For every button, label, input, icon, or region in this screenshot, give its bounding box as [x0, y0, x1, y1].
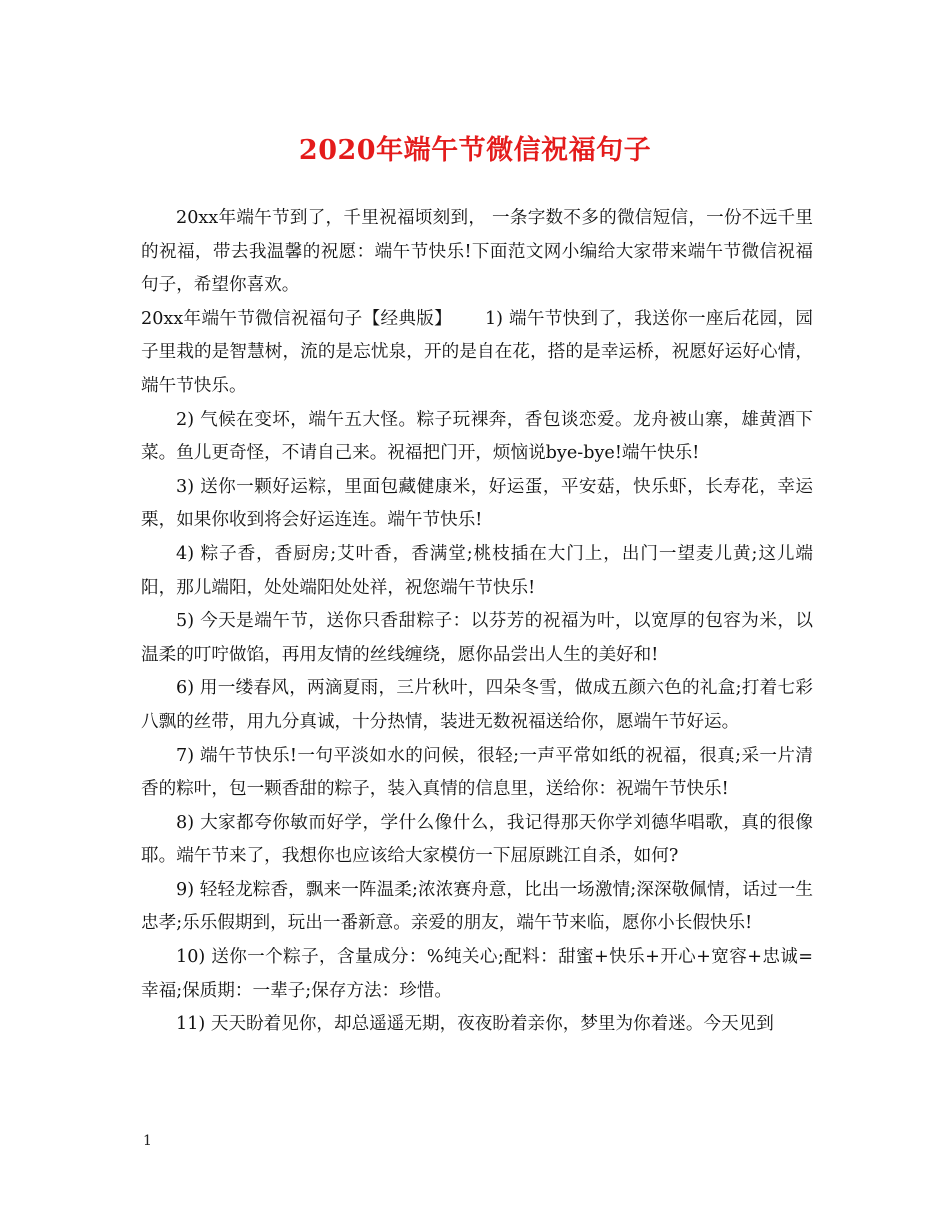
- document-title: 2020年端午节微信祝福句子: [298, 135, 652, 166]
- section-heading-paragraph: 20xx年端午节微信祝福句子【经典版】 1) 端午节快到了，我送你一座后花园，园子里栽的是智慧树，流的是忘忧泉，开的是自在花，搭的是幸运桥，祝愿好运好心情，端午节快乐。: [141, 308, 813, 396]
- blessing-item-3: 3) 送你一颗好运粽，里面包藏健康米，好运蛋，平安菇，快乐虾，长寿花，幸运栗，如果你收到将会好运连连。端午节快乐!: [141, 476, 813, 531]
- document-body: [141, 202, 813, 1042]
- blessing-item-8: 8) 大家都夸你敏而好学，学什么像什么，我记得那天你学刘德华唱歌，真的很像耶。端午节来了，我想你也应该给大家模仿一下屈原跳江自杀，如何?: [141, 812, 813, 867]
- blessing-item-11: 11) 天天盼着见你，却总遥遥无期，夜夜盼着亲你，梦里为你着迷。今天见到: [176, 1014, 774, 1035]
- page-number: 1: [143, 1133, 152, 1149]
- blessing-item-4: 4) 粽子香，香厨房;艾叶香，香满堂;桃枝插在大门上，出门一望麦儿黄;这儿端阳，那儿端阳，处处端阳处处祥，祝您端午节快乐!: [141, 543, 813, 598]
- blessing-item-9: 9) 轻轻龙粽香，飘来一阵温柔;浓浓赛舟意，比出一场激情;深深敬佩情，话过一生忠孝;乐乐假期到，玩出一番新意。亲爱的朋友，端午节来临，愿你小长假快乐!: [141, 879, 813, 934]
- blessing-item-2: 2) 气候在变坏，端午五大怪。粽子玩裸奔，香包谈恋爱。龙舟被山寨，雄黄酒下菜。鱼儿更奇怪，不请自己来。祝福把门开，烦恼说bye-bye!端午快乐!: [141, 409, 813, 464]
- blessing-item-10: 10) 送你一个粽子，含量成分：%纯关心;配料：甜蜜+快乐+开心+宽容+忠诚=幸福;保质期：一辈子;保存方法：珍惜。: [141, 947, 813, 1001]
- blessing-item-5: 5) 今天是端午节，送你只香甜粽子：以芬芳的祝福为叶，以宽厚的包容为米，以温柔的叮咛做馅，再用友情的丝线缠绕，愿你品尝出人生的美好和!: [141, 611, 813, 665]
- blessing-item-7: 7) 端午节快乐!一句平淡如水的问候，很轻;一声平常如纸的祝福，很真;采一片清香的粽叶，包一颗香甜的粽子，装入真情的信息里，送给你：祝端午节快乐!: [141, 745, 813, 800]
- blessing-item-6: 6) 用一缕春风，两滴夏雨，三片秋叶，四朵冬雪，做成五颜六色的礼盒;打着七彩八飘的丝带，用九分真诚，十分热情，装进无数祝福送给你，愿端午节好运。: [141, 678, 813, 732]
- intro-paragraph: 20xx年端午节到了，千里祝福顷刻到， 一条字数不多的微信短信，一份不远千里的祝福，带去我温馨的祝愿：端午节快乐!下面范文网小编给大家带来端午节微信祝福句子，希望你喜欢。: [141, 208, 813, 296]
